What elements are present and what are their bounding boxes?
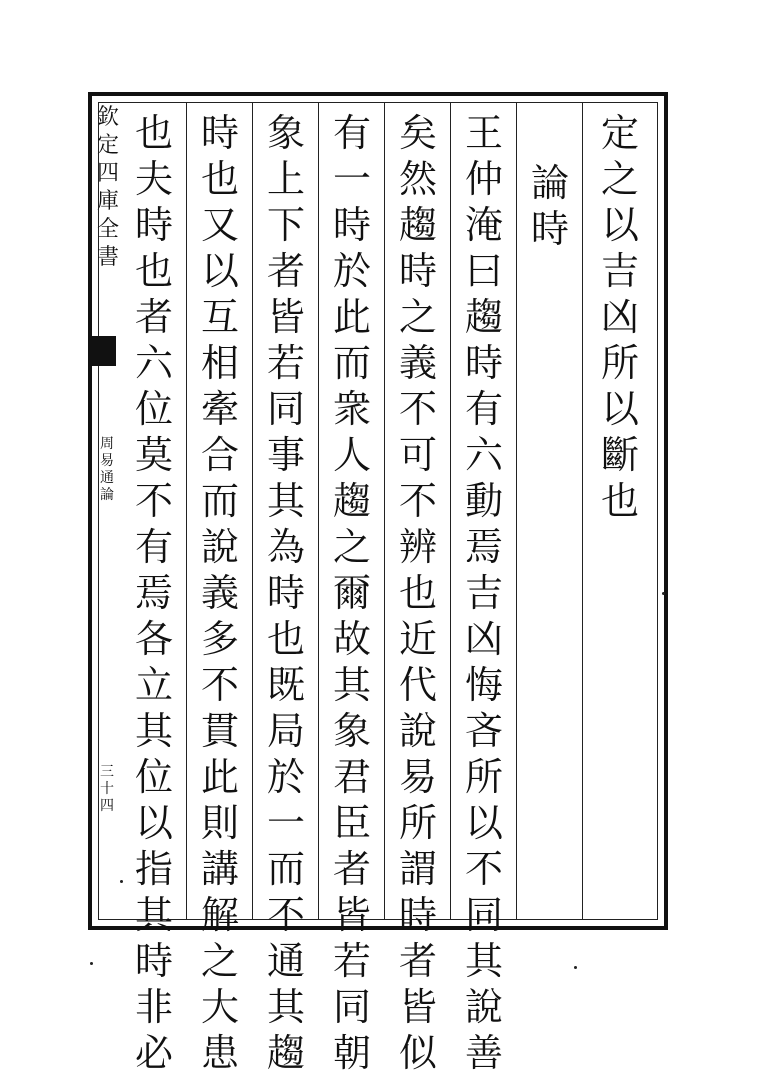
glyph: 時 [398, 893, 437, 937]
glyph: 者 [332, 847, 371, 891]
glyph: 全 [96, 217, 119, 242]
glyph: 者 [266, 249, 305, 293]
scan-speck [574, 966, 577, 969]
glyph: 一 [266, 801, 305, 845]
column-divider [186, 102, 187, 920]
glyph: 通 [100, 470, 114, 486]
glyph: 患 [200, 1031, 239, 1075]
column-divider [516, 102, 517, 920]
glyph: 貫 [200, 709, 239, 753]
glyph: 牽 [200, 387, 239, 431]
glyph: 定 [600, 111, 639, 155]
glyph: 仲 [464, 157, 503, 201]
glyph: 也 [134, 249, 173, 293]
glyph: 不 [134, 479, 173, 523]
glyph: 夫 [134, 157, 173, 201]
glyph: 衆 [332, 387, 371, 431]
glyph: 義 [398, 341, 437, 385]
glyph: 悔 [464, 663, 503, 707]
glyph: 者 [398, 939, 437, 983]
glyph: 淹 [464, 203, 503, 247]
glyph: 為 [266, 525, 305, 569]
glyph: 不 [266, 893, 305, 937]
glyph: 也 [266, 617, 305, 661]
glyph: 上 [266, 157, 305, 201]
glyph: 時 [266, 571, 305, 615]
glyph: 動 [464, 479, 503, 523]
glyph: 此 [332, 295, 371, 339]
glyph: 四 [100, 798, 114, 814]
glyph: 象 [266, 111, 305, 155]
glyph: 互 [200, 295, 239, 339]
glyph: 近 [398, 617, 437, 661]
glyph: 人 [332, 433, 371, 477]
scan-speck [120, 880, 123, 883]
column-divider [582, 102, 583, 920]
glyph: 有 [134, 525, 173, 569]
column-divider [318, 102, 319, 920]
glyph: 曰 [464, 249, 503, 293]
glyph: 易 [398, 755, 437, 799]
glyph: 時 [134, 203, 173, 247]
glyph: 六 [464, 433, 503, 477]
glyph: 以 [600, 203, 639, 247]
glyph: 也 [134, 111, 173, 155]
glyph: 焉 [464, 525, 503, 569]
text-column-5 [324, 110, 380, 1076]
column-divider [252, 102, 253, 920]
glyph: 大 [200, 985, 239, 1029]
text-column-3 [456, 110, 512, 1076]
glyph: 者 [134, 295, 173, 339]
glyph: 代 [398, 663, 437, 707]
glyph: 各 [134, 617, 173, 661]
glyph: 說 [200, 525, 239, 569]
glyph: 也 [600, 479, 639, 523]
glyph: 解 [200, 893, 239, 937]
glyph: 周 [100, 436, 114, 452]
glyph: 說 [398, 709, 437, 753]
glyph: 定 [96, 133, 119, 158]
scan-speck [90, 962, 93, 965]
glyph: 時 [530, 207, 569, 251]
glyph: 時 [464, 341, 503, 385]
glyph: 同 [266, 387, 305, 431]
glyph: 其 [134, 893, 173, 937]
glyph: 易 [100, 453, 114, 469]
text-column-8 [126, 110, 182, 1076]
column-divider [450, 102, 451, 920]
text-column-4 [390, 110, 446, 1076]
glyph: 義 [200, 571, 239, 615]
glyph: 皆 [266, 295, 305, 339]
glyph: 而 [200, 479, 239, 523]
glyph: 位 [134, 387, 173, 431]
glyph: 而 [332, 341, 371, 385]
text-column-6 [258, 110, 314, 1076]
glyph: 書 [96, 245, 119, 270]
glyph: 庫 [96, 189, 119, 214]
glyph: 指 [134, 847, 173, 891]
section-heading [522, 160, 578, 252]
glyph: 局 [266, 709, 305, 753]
glyph: 皆 [332, 893, 371, 937]
page-number [98, 764, 116, 815]
glyph: 不 [398, 387, 437, 431]
glyph: 不 [200, 663, 239, 707]
glyph: 王 [464, 111, 503, 155]
glyph: 不 [398, 479, 437, 523]
glyph: 趨 [332, 479, 371, 523]
glyph: 時 [398, 249, 437, 293]
glyph: 非 [134, 985, 173, 1029]
glyph: 似 [398, 1031, 437, 1075]
glyph: 以 [134, 801, 173, 845]
glyph: 善 [464, 1031, 503, 1075]
glyph: 朝 [332, 1031, 371, 1075]
glyph: 其 [266, 985, 305, 1029]
glyph: 凶 [600, 295, 639, 339]
glyph: 有 [464, 387, 503, 431]
glyph: 同 [464, 893, 503, 937]
glyph: 立 [134, 663, 173, 707]
glyph: 所 [464, 755, 503, 799]
glyph: 又 [200, 203, 239, 247]
glyph: 時 [134, 939, 173, 983]
glyph: 君 [332, 755, 371, 799]
glyph: 其 [266, 479, 305, 523]
glyph: 既 [266, 663, 305, 707]
glyph: 時 [200, 111, 239, 155]
glyph: 可 [398, 433, 437, 477]
glyph: 於 [266, 755, 305, 799]
glyph: 以 [200, 249, 239, 293]
text-column-7 [192, 110, 248, 1076]
glyph: 然 [398, 157, 437, 201]
edge-title [96, 104, 120, 272]
glyph: 必 [134, 1031, 173, 1075]
glyph: 通 [266, 939, 305, 983]
glyph: 若 [332, 939, 371, 983]
glyph: 謂 [398, 847, 437, 891]
glyph: 爾 [332, 571, 371, 615]
book-title [98, 436, 116, 504]
glyph: 於 [332, 249, 371, 293]
glyph: 四 [96, 161, 119, 186]
column-divider [384, 102, 385, 920]
glyph: 其 [332, 663, 371, 707]
glyph: 則 [200, 801, 239, 845]
glyph: 其 [464, 939, 503, 983]
glyph: 所 [600, 341, 639, 385]
glyph: 象 [332, 709, 371, 753]
glyph: 此 [200, 755, 239, 799]
text-column-1 [592, 110, 648, 524]
glyph: 以 [600, 387, 639, 431]
glyph: 矣 [398, 111, 437, 155]
glyph: 之 [332, 525, 371, 569]
glyph: 其 [134, 709, 173, 753]
glyph: 十 [100, 781, 114, 797]
glyph: 三 [100, 764, 114, 780]
glyph: 若 [266, 341, 305, 385]
glyph: 事 [266, 433, 305, 477]
glyph: 吉 [600, 249, 639, 293]
glyph: 時 [332, 203, 371, 247]
glyph: 吉 [464, 571, 503, 615]
scan-speck [662, 592, 665, 595]
glyph: 辨 [398, 525, 437, 569]
glyph: 莫 [134, 433, 173, 477]
glyph: 之 [398, 295, 437, 339]
glyph: 趨 [266, 1031, 305, 1075]
glyph: 相 [200, 341, 239, 385]
glyph: 一 [332, 157, 371, 201]
glyph: 也 [398, 571, 437, 615]
glyph: 凶 [464, 617, 503, 661]
glyph: 論 [100, 487, 114, 503]
glyph: 吝 [464, 709, 503, 753]
glyph: 也 [200, 157, 239, 201]
glyph: 之 [600, 157, 639, 201]
glyph: 臣 [332, 801, 371, 845]
glyph: 以 [464, 801, 503, 845]
glyph: 有 [332, 111, 371, 155]
glyph: 多 [200, 617, 239, 661]
glyph: 講 [200, 847, 239, 891]
glyph: 合 [200, 433, 239, 477]
glyph: 之 [200, 939, 239, 983]
glyph: 趨 [398, 203, 437, 247]
glyph: 六 [134, 341, 173, 385]
glyph: 欽 [96, 105, 119, 130]
glyph: 論 [530, 161, 569, 205]
glyph: 下 [266, 203, 305, 247]
fishtail-mark [92, 336, 116, 366]
glyph: 所 [398, 801, 437, 845]
glyph: 而 [266, 847, 305, 891]
glyph: 同 [332, 985, 371, 1029]
glyph: 皆 [398, 985, 437, 1029]
glyph: 說 [464, 985, 503, 1029]
glyph: 不 [464, 847, 503, 891]
glyph: 斷 [600, 433, 639, 477]
glyph: 位 [134, 755, 173, 799]
glyph: 趨 [464, 295, 503, 339]
glyph: 焉 [134, 571, 173, 615]
glyph: 故 [332, 617, 371, 661]
